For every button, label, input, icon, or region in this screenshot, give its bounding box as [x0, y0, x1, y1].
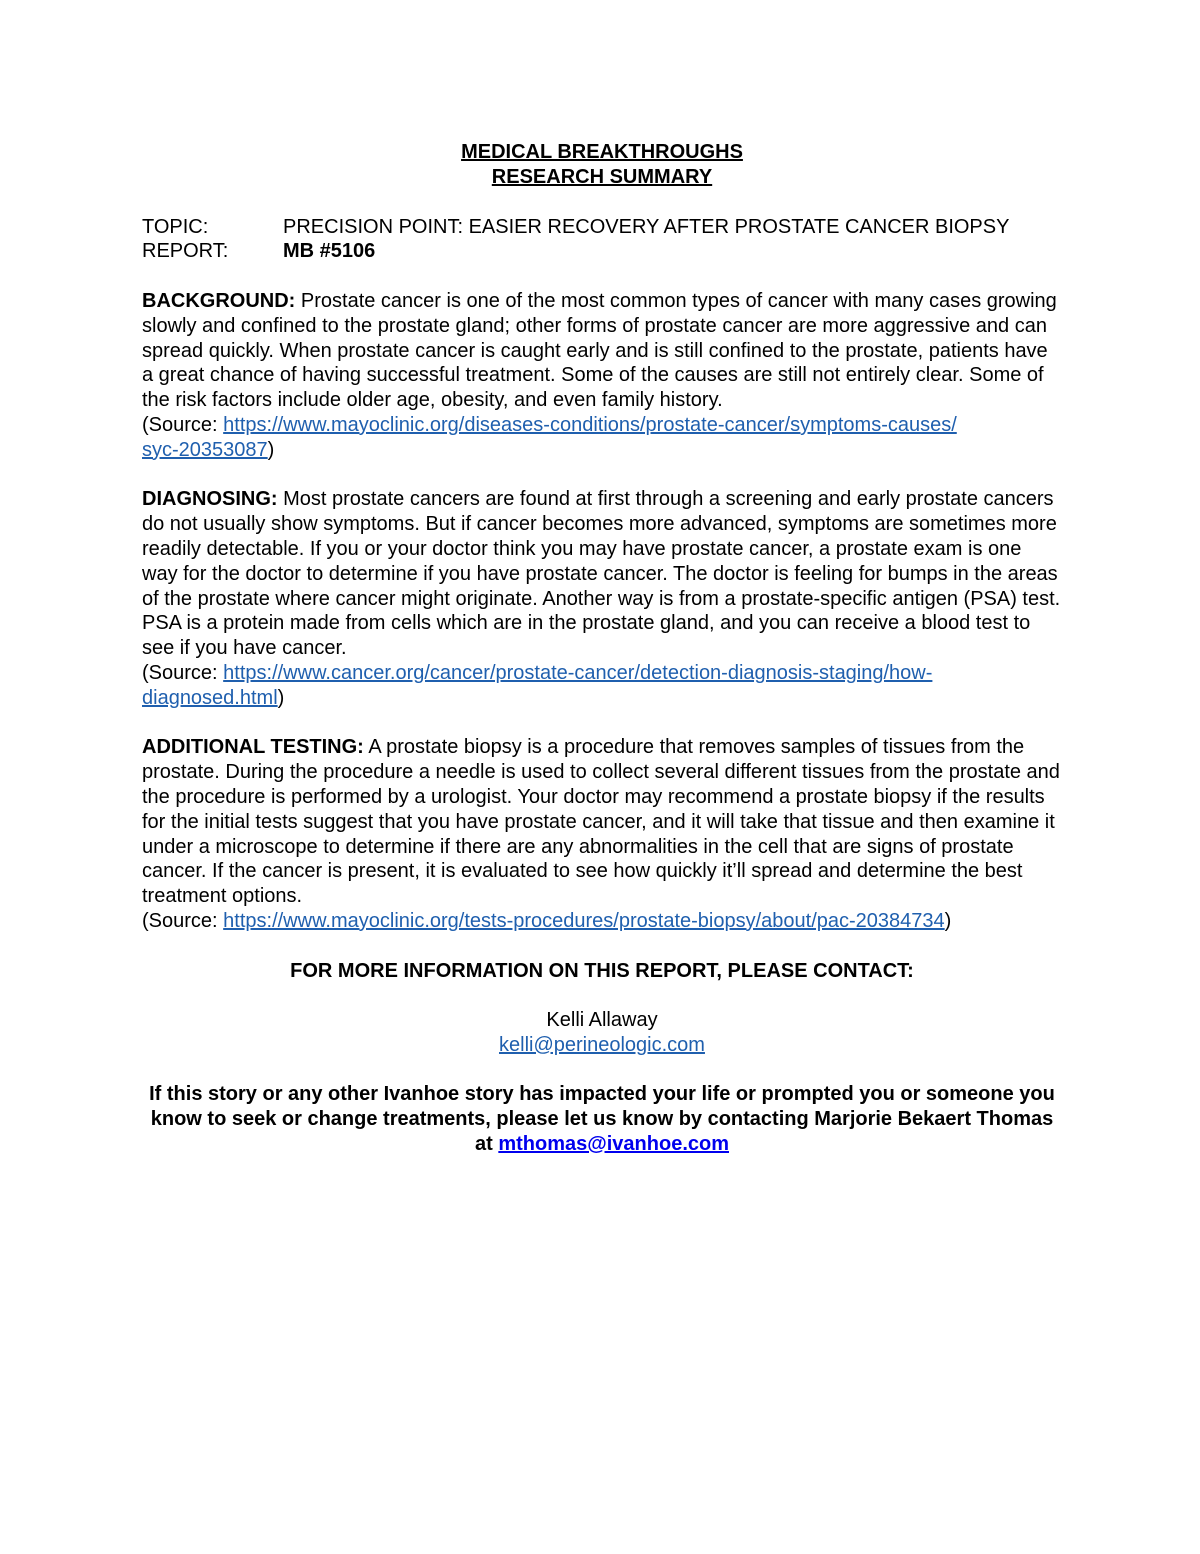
diagnosing-section — [142, 487, 1062, 710]
contact-email-link[interactable]: kelli@perineologic.com — [499, 1033, 705, 1056]
diagnosing-source — [142, 661, 1062, 711]
contact-block — [142, 1008, 1062, 1058]
diagnosing-source-prefix: (Source: — [142, 661, 224, 684]
additional-testing-source-prefix: (Source: — [142, 909, 224, 932]
additional-testing-source-suffix: ) — [944, 909, 952, 932]
report-row — [142, 239, 1062, 264]
additional-testing-heading: ADDITIONAL TESTING: — [142, 736, 364, 759]
additional-testing-body: A prostate biopsy is a procedure that removes samples of tissues from the prostate. During the procedure a needle is used to collect several different tissues from the prostate and the procedure is performed by a urologist. Your doctor may recommend a prostate biopsy if the results for the initial tests suggest that you have prostate cancer, and it will take that tissue and then examine it under a microscope to determine if there are any abnormalities in the cell that are signs of prostate cancer. If the cancer is present, it is evaluated to see how quickly it’ll spread and determine the best treatment options. — [142, 736, 1060, 908]
background-source-prefix: (Source: — [142, 413, 224, 436]
contact-name: Kelli Allaway — [546, 1009, 658, 1032]
diagnosing-source-link[interactable] — [142, 662, 932, 709]
background-body: Prostate cancer is one of the most common types of cancer with many cases growing slowly and confined to the prostate gland; other forms of prostate cancer are more aggressive and can spread quickly. When prostate cancer is caught early and is still confined to the prostate, patients have a great chance of having successful treatment. Some of the causes are still not entirely clear. Some of the risk factors include older age, obesity, and even family history. — [142, 289, 1057, 412]
background-source-link-line1: https://www.mayoclinic.org/diseases-conditions/prostate-cancer/symptoms-causes/ — [223, 413, 957, 436]
background-source-link-line2: syc-20353087 — [142, 438, 268, 461]
additional-testing-source-link[interactable]: https://www.mayoclinic.org/tests-procedures/prostate-biopsy/about/pac-20384734 — [223, 909, 945, 932]
closing-email-link[interactable]: mthomas@ivanhoe.com — [498, 1133, 729, 1156]
diagnosing-paragraph — [142, 487, 1062, 661]
background-source-link[interactable] — [142, 414, 957, 461]
topic-label: TOPIC: — [142, 215, 209, 238]
report-label: REPORT: — [142, 240, 229, 263]
additional-testing-paragraph — [142, 735, 1062, 909]
title-line-1: MEDICAL BREAKTHROUGHS — [461, 141, 743, 163]
background-heading: BACKGROUND: — [142, 289, 296, 312]
topic-row — [142, 215, 1062, 240]
topic-value: PRECISION POINT: EASIER RECOVERY AFTER PROSTATE CANCER BIOPSY — [283, 215, 1010, 238]
diagnosing-source-link-line2: diagnosed.html — [142, 686, 278, 709]
additional-testing-section — [142, 735, 1062, 933]
closing-note — [142, 1082, 1062, 1156]
closing-text: If this story or any other Ivanhoe story has impacted your life or prompted you or someone you know to seek or change treatments, please let us know by contacting Marjorie Bekaert Thomas at — [149, 1083, 1055, 1156]
diagnosing-source-link-line1: https://www.cancer.org/cancer/prostate-cancer/detection-diagnosis-staging/how- — [223, 661, 933, 684]
background-source-suffix: ) — [267, 438, 275, 461]
diagnosing-source-suffix: ) — [277, 686, 285, 709]
report-meta — [142, 215, 1062, 265]
additional-testing-source — [142, 909, 1062, 934]
diagnosing-body: Most prostate cancers are found at first through a screening and early prostate cancers do not usually show symptoms. But if cancer becomes more advanced, symptoms are sometimes more readily detectable. If you or your doctor think you may have prostate cancer, a prostate exam is one way for the doctor to determine if you have prostate cancer. The doctor is feeling for bumps in the areas of the prostate where cancer might originate. Another way is from a prostate-specific antigen (PSA) test. PSA is a protein made from cells which are in the prostate gland, and you can receive a blood test to see if you have cancer. — [142, 488, 1061, 660]
diagnosing-heading: DIAGNOSING: — [142, 488, 278, 511]
background-paragraph — [142, 289, 1062, 413]
document-page — [142, 140, 1062, 1157]
contact-heading: FOR MORE INFORMATION ON THIS REPORT, PLEASE CONTACT: — [290, 959, 914, 982]
report-value: MB #5106 — [283, 240, 376, 263]
title-line-2: RESEARCH SUMMARY — [491, 165, 713, 188]
background-section — [142, 289, 1062, 463]
background-source — [142, 413, 1062, 463]
document-title — [142, 140, 1062, 190]
